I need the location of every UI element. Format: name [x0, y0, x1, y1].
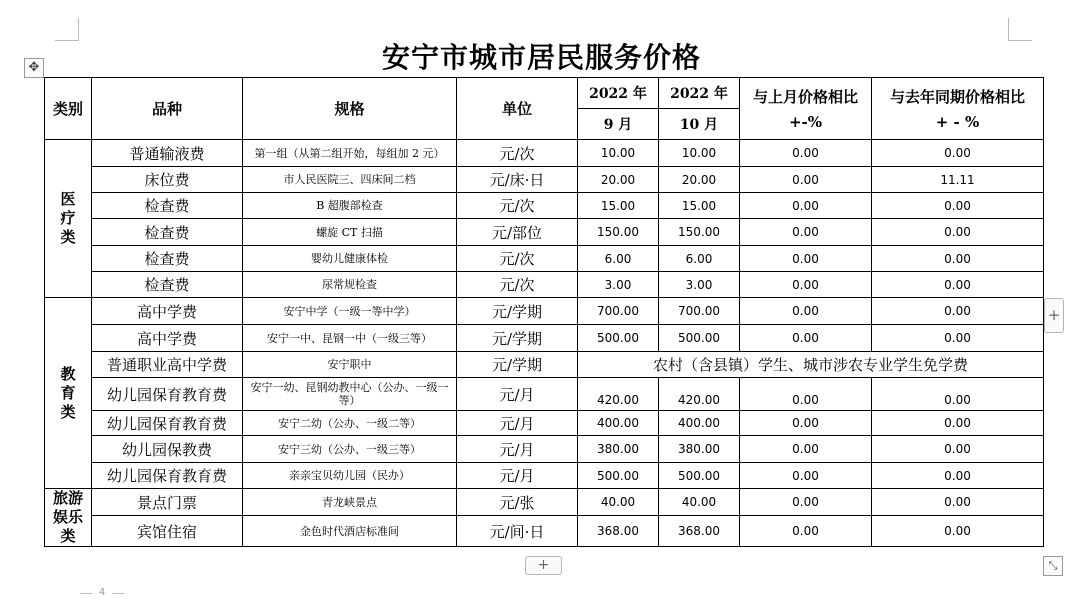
sep-cell: 368.00: [578, 516, 659, 547]
page-number: 4: [80, 588, 124, 600]
unit-cell: 元/学期: [457, 352, 578, 378]
table-row: [45, 463, 1044, 489]
header-unit: 单位: [457, 78, 578, 140]
sep-cell: 6.00: [578, 246, 659, 272]
item-cell: 检查费: [92, 219, 243, 246]
spec-cell: 螺旋 CT 扫描: [243, 219, 457, 246]
price-table: [44, 77, 1044, 547]
item-cell: 高中学费: [92, 325, 243, 352]
category-cell: [45, 489, 92, 547]
yoy-cell: 0.00: [872, 272, 1044, 298]
yoy-cell: 0.00: [872, 140, 1044, 167]
page-corner-mark: [1008, 18, 1032, 41]
category-label: 疗: [60, 209, 76, 227]
yoy-cell: 0.00: [872, 378, 1044, 411]
table-row: [45, 378, 1044, 411]
category-label: 娱乐: [52, 508, 83, 526]
table-row: [45, 436, 1044, 463]
oct-cell: 400.00: [659, 411, 740, 436]
oct-cell: 6.00: [659, 246, 740, 272]
unit-cell: 元/月: [457, 463, 578, 489]
sep-cell: 420.00: [578, 378, 659, 411]
item-cell: 检查费: [92, 193, 243, 219]
oct-cell: 380.00: [659, 436, 740, 463]
unit-cell: 元/月: [457, 378, 578, 411]
mom-cell: 0.00: [740, 140, 872, 167]
sep-cell: 20.00: [578, 167, 659, 193]
mom-cell: 0.00: [740, 193, 872, 219]
category-label: 类: [60, 402, 76, 421]
sep-cell: 10.00: [578, 140, 659, 167]
unit-cell: 元/次: [457, 246, 578, 272]
item-cell: 高中学费: [92, 298, 243, 325]
oct-cell: 20.00: [659, 167, 740, 193]
category-label: 教: [60, 364, 76, 383]
yoy-cell: 0.00: [872, 436, 1044, 463]
add-row-button[interactable]: [525, 556, 562, 575]
header-mom: [740, 78, 872, 140]
spec-cell: 安宁职中: [243, 352, 457, 378]
unit-cell: 元/间·日: [457, 516, 578, 547]
sep-cell: 150.00: [578, 219, 659, 246]
plus-icon: +: [537, 557, 550, 573]
spec-cell: 市人民医院三、四床间二档: [243, 167, 457, 193]
table-row: [45, 516, 1044, 547]
table-row: [45, 325, 1044, 352]
item-cell: 普通职业高中学费: [92, 352, 243, 378]
category-label: 旅游: [52, 489, 83, 507]
spec-cell: 第一组（从第二组开始，每组加 2 元）: [243, 140, 457, 167]
spec-cell: 金色时代酒店标准间: [243, 516, 457, 547]
table-row: [45, 246, 1044, 272]
table-row: [45, 140, 1044, 167]
unit-cell: 元/月: [457, 411, 578, 436]
unit-cell: 元/张: [457, 489, 578, 516]
table-row: [45, 411, 1044, 436]
oct-cell: 500.00: [659, 463, 740, 489]
category-label: 医: [60, 190, 76, 208]
header-yoy: [872, 78, 1044, 140]
table-row: [45, 298, 1044, 325]
mom-cell: 0.00: [740, 378, 872, 411]
oct-cell: 10.00: [659, 140, 740, 167]
unit-cell: 元/次: [457, 193, 578, 219]
item-cell: 幼儿园保育教育费: [92, 378, 243, 411]
mom-cell: 0.00: [740, 411, 872, 436]
item-cell: 普通输液费: [92, 140, 243, 167]
sep-cell: 15.00: [578, 193, 659, 219]
unit-cell: 元/学期: [457, 325, 578, 352]
spec-cell: 安宁三幼（公办、一级三等）: [243, 436, 457, 463]
oct-cell: 700.00: [659, 298, 740, 325]
spec-cell: 亲亲宝贝幼儿园（民办）: [243, 463, 457, 489]
sep-cell: 3.00: [578, 272, 659, 298]
header-mom-line1: 与上月价格相比: [752, 88, 858, 106]
header-category: 类别: [45, 78, 92, 140]
yoy-cell: 0.00: [872, 489, 1044, 516]
category-label: 育: [60, 383, 76, 402]
header-mom-line2: +-%: [788, 113, 823, 131]
mom-cell: 0.00: [740, 489, 872, 516]
oct-cell: 40.00: [659, 489, 740, 516]
spec-cell: 安宁一幼、昆钢幼教中心（公办、一级一等）: [243, 378, 457, 411]
table-row: [45, 352, 1044, 378]
unit-cell: 元/次: [457, 140, 578, 167]
item-cell: 景点门票: [92, 489, 243, 516]
item-cell: 检查费: [92, 246, 243, 272]
add-column-button[interactable]: [1044, 298, 1064, 333]
header-spec: 规格: [243, 78, 457, 140]
mom-cell: 0.00: [740, 298, 872, 325]
table-resize-icon[interactable]: ⤡: [1043, 556, 1063, 576]
spec-cell: 青龙峡景点: [243, 489, 457, 516]
header-month-oct: 10 月: [659, 109, 740, 140]
header-year-sep: 2022 年: [578, 78, 659, 109]
yoy-cell: 0.00: [872, 246, 1044, 272]
category-label: 类: [60, 527, 76, 545]
mom-cell: 0.00: [740, 272, 872, 298]
header-year-oct: 2022 年: [659, 78, 740, 109]
spec-cell: 安宁一中、昆钢一中（一级三等）: [243, 325, 457, 352]
sep-cell: 380.00: [578, 436, 659, 463]
mom-cell: 0.00: [740, 436, 872, 463]
table-row: [45, 272, 1044, 298]
sep-cell: 40.00: [578, 489, 659, 516]
item-cell: 床位费: [92, 167, 243, 193]
spec-cell: 安宁中学（一级一等中学）: [243, 298, 457, 325]
header-yoy-line2: + - %: [935, 113, 980, 131]
table-row: [45, 167, 1044, 193]
table-row: [45, 219, 1044, 246]
unit-cell: 元/次: [457, 272, 578, 298]
oct-cell: 500.00: [659, 325, 740, 352]
mom-cell: 0.00: [740, 516, 872, 547]
table-row: [45, 489, 1044, 516]
oct-cell: 150.00: [659, 219, 740, 246]
note-cell: 农村（含县镇）学生、城市涉农专业学生免学费: [578, 352, 1044, 378]
category-label: 类: [60, 228, 76, 246]
header-month-sep: 9 月: [578, 109, 659, 140]
yoy-cell: 0.00: [872, 411, 1044, 436]
yoy-cell: 0.00: [872, 193, 1044, 219]
yoy-cell: 0.00: [872, 325, 1044, 352]
spec-cell: 尿常规检查: [243, 272, 457, 298]
sep-cell: 700.00: [578, 298, 659, 325]
sep-cell: 400.00: [578, 411, 659, 436]
yoy-cell: 11.11: [872, 167, 1044, 193]
table-row: [45, 193, 1044, 219]
oct-cell: 15.00: [659, 193, 740, 219]
mom-cell: 0.00: [740, 246, 872, 272]
page-corner-mark: [55, 18, 79, 41]
yoy-cell: 0.00: [872, 298, 1044, 325]
header-yoy-line1: 与去年同期价格相比: [889, 88, 1025, 106]
yoy-cell: 0.00: [872, 463, 1044, 489]
oct-cell: 3.00: [659, 272, 740, 298]
unit-cell: 元/月: [457, 436, 578, 463]
spec-cell: B 超腹部检查: [243, 193, 457, 219]
category-cell: [45, 140, 92, 298]
plus-icon: +: [1047, 306, 1061, 324]
table-move-handle-icon[interactable]: ✥: [24, 58, 44, 78]
header-item: 品种: [92, 78, 243, 140]
item-cell: 幼儿园保育教育费: [92, 463, 243, 489]
mom-cell: 0.00: [740, 219, 872, 246]
sep-cell: 500.00: [578, 463, 659, 489]
item-cell: 幼儿园保教费: [92, 436, 243, 463]
item-cell: 检查费: [92, 272, 243, 298]
mom-cell: 0.00: [740, 325, 872, 352]
oct-cell: 420.00: [659, 378, 740, 411]
item-cell: 幼儿园保育教育费: [92, 411, 243, 436]
spec-cell: 婴幼儿健康体检: [243, 246, 457, 272]
unit-cell: 元/床·日: [457, 167, 578, 193]
mom-cell: 0.00: [740, 167, 872, 193]
spec-cell: 安宁二幼（公办、一级二等）: [243, 411, 457, 436]
oct-cell: 368.00: [659, 516, 740, 547]
mom-cell: 0.00: [740, 463, 872, 489]
page-title: 安宁市城市居民服务价格: [381, 41, 701, 74]
yoy-cell: 0.00: [872, 219, 1044, 246]
category-cell: [45, 298, 92, 489]
unit-cell: 元/部位: [457, 219, 578, 246]
sep-cell: 500.00: [578, 325, 659, 352]
yoy-cell: 0.00: [872, 516, 1044, 547]
unit-cell: 元/学期: [457, 298, 578, 325]
item-cell: 宾馆住宿: [92, 516, 243, 547]
